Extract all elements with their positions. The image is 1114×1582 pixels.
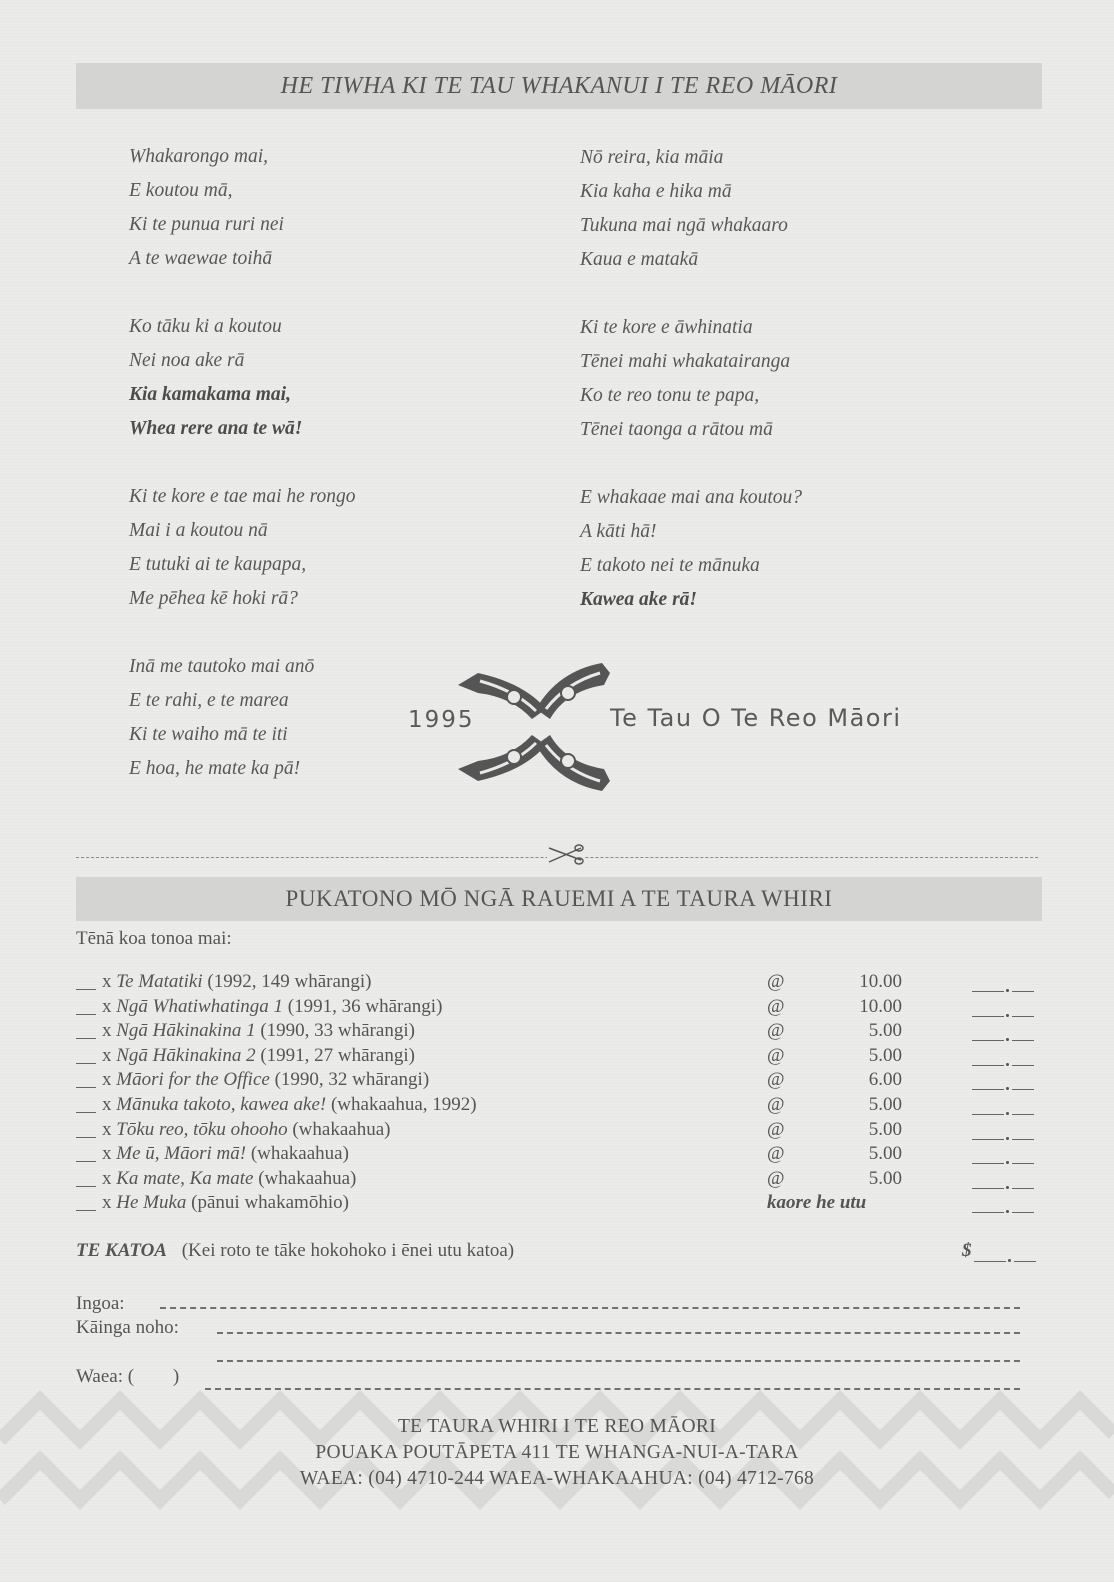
poem-title: HE TIWHA KI TE TAU WHAKANUI I TE REO MĀORI [76, 63, 1042, 109]
multiplier-symbol: x [102, 1044, 112, 1066]
order-item-description [102, 969, 372, 994]
poem-line: Ko te reo tonu te papa, [580, 385, 760, 406]
line-total-field[interactable] [972, 1166, 1034, 1186]
poem-line: E koutou mā, [129, 180, 233, 201]
phone-open-label: Waea: ( [76, 1366, 135, 1387]
order-item-description [102, 1190, 349, 1215]
item-title: Te Matatiki [116, 971, 203, 992]
poem-line [580, 277, 802, 311]
multiplier-symbol: x [102, 1069, 112, 1091]
order-intro: Tēnā koa tonoa mai: [76, 928, 232, 949]
line-total-field[interactable] [972, 1043, 1034, 1063]
quantity-field[interactable] [76, 1018, 96, 1039]
item-details: (whakaahua, 1992) [330, 1094, 477, 1115]
multiplier-symbol: x [102, 1167, 112, 1189]
item-price: 5.00 [868, 1118, 902, 1140]
name-label: Ingoa: [76, 1293, 125, 1314]
quantity-field[interactable] [76, 1190, 96, 1211]
quantity-field[interactable] [76, 969, 96, 990]
item-title: Mānuka takoto, kawea ake! [116, 1094, 327, 1115]
poem-line: Ko tāku ki a koutou [129, 316, 282, 337]
item-details: (1990, 33 whārangi) [260, 1020, 415, 1042]
order-item-row [76, 969, 1042, 994]
poem-line: Whea rere ana te wā! [129, 418, 303, 439]
at-symbol: @ [767, 1118, 785, 1140]
poem-line: E whakaae mai ana koutou? [580, 487, 803, 508]
item-details: (1990, 32 whārangi) [274, 1069, 430, 1091]
poem-line: Kia kaha e hika mā [580, 181, 732, 202]
logo-name: Te Tau O Te Reo Māori [610, 704, 902, 732]
total-label: TE KATOA [76, 1240, 167, 1261]
poem-line: A te waewae toihā [129, 248, 273, 269]
item-details: (whakaahua) [292, 1118, 391, 1140]
poem-line: Kia kamakama mai, [129, 384, 291, 405]
poem-line: Nei noa ake rā [129, 350, 245, 371]
line-total-field[interactable] [972, 969, 1034, 989]
line-total-field[interactable] [972, 1141, 1034, 1161]
address-field-line2[interactable] [217, 1360, 1020, 1362]
line-total-field[interactable] [972, 1067, 1034, 1087]
at-symbol: @ [767, 995, 785, 1017]
at-symbol: @ [767, 1143, 785, 1165]
poem-line [580, 447, 802, 481]
poem-line: Tēnei mahi whakatairanga [580, 351, 791, 372]
poem-line: E hoa, he mate ka pā! [129, 758, 301, 779]
at-symbol: @ [767, 1094, 785, 1115]
quantity-field[interactable] [76, 994, 96, 1015]
order-item-description [102, 1018, 415, 1043]
line-total-field[interactable] [972, 1092, 1034, 1112]
free-label: kaore he utu [767, 1192, 867, 1214]
scissors-icon [547, 840, 585, 870]
at-symbol: @ [767, 1044, 785, 1066]
poem-line: Tukuna mai ngā whakaaro [580, 215, 788, 236]
order-total-row [76, 1237, 1042, 1265]
poem-line: Inā me tautoko mai anō [129, 656, 315, 677]
quantity-field[interactable] [76, 1043, 96, 1064]
logo-year: 1995 [408, 707, 475, 733]
item-details: (pānui whakamōhio) [191, 1192, 349, 1214]
item-price: 5.00 [868, 1094, 902, 1115]
item-title: He Muka [116, 1192, 187, 1214]
item-price: 10.00 [859, 995, 902, 1017]
order-item-row [76, 1018, 1042, 1043]
quantity-field[interactable] [76, 1166, 96, 1187]
at-symbol: @ [767, 1020, 785, 1042]
total-currency: $ [962, 1240, 972, 1261]
order-item-description [102, 1067, 429, 1092]
order-item-row [76, 1043, 1042, 1068]
order-item-row [76, 1092, 1042, 1117]
order-item-description [102, 1092, 477, 1117]
item-price: 5.00 [868, 1020, 902, 1042]
poem-line: Ki te kore e āwhinatia [580, 317, 753, 338]
order-item-description [102, 1166, 356, 1191]
item-title: Ka mate, Ka mate [116, 1167, 254, 1189]
multiplier-symbol: x [102, 1020, 112, 1042]
order-item-description [102, 1141, 349, 1166]
multiplier-symbol: x [102, 1094, 112, 1115]
poem-line [129, 276, 356, 310]
footer-phone-fax: WAEA: (04) 4710-244 WAEA-WHAKAAHUA: (04) 4712-768 [299, 1468, 815, 1489]
language-year-logo [408, 663, 968, 791]
poem-line: Whakarongo mai, [129, 146, 269, 167]
order-form-title: PUKATONO MŌ NGĀ RAUEMI A TE TAURA WHIRI [76, 877, 1042, 921]
order-item-row [76, 1141, 1042, 1166]
address-label: Kāinga noho: [76, 1317, 179, 1338]
poem-line: Ki te waiho mā te iti [129, 724, 288, 745]
poem-left-column [129, 140, 356, 786]
order-item-description [102, 994, 442, 1019]
item-title: Ngā Hākinakina 2 [116, 1044, 256, 1066]
poem-line [129, 616, 356, 650]
poem-line: Tēnei taonga a rātou mā [580, 419, 773, 440]
total-amount-field[interactable] [974, 1239, 1036, 1259]
at-symbol: @ [767, 1167, 785, 1189]
at-symbol: @ [767, 971, 785, 992]
poem-line: A kāti hā! [580, 521, 657, 542]
line-total-field[interactable] [972, 1117, 1034, 1137]
line-total-field[interactable] [972, 994, 1034, 1014]
order-item-row [76, 1166, 1042, 1191]
quantity-field[interactable] [76, 1067, 96, 1088]
item-title: Me ū, Māori mā! [116, 1143, 247, 1165]
item-details: (1991, 36 whārangi) [287, 995, 443, 1017]
quantity-field[interactable] [76, 1141, 96, 1162]
poem-line: Ki te kore e tae mai he rongo [129, 486, 356, 507]
item-title: Māori for the Office [116, 1069, 270, 1091]
poem-line: Mai i a koutou nā [129, 520, 268, 541]
footer-organisation: TE TAURA WHIRI I TE REO MĀORI [397, 1416, 717, 1437]
multiplier-symbol: x [102, 971, 112, 992]
item-price: 5.00 [868, 1143, 902, 1165]
order-item-row [76, 994, 1042, 1019]
poem-line: Kawea ake rā! [580, 589, 697, 610]
order-item-row [76, 1117, 1042, 1142]
poem-line: Ki te punua ruri nei [129, 214, 284, 235]
line-total-field[interactable] [972, 1190, 1034, 1210]
quantity-field[interactable] [76, 1092, 96, 1113]
footer-postal-address: POUAKA POUTĀPETA 411 TE WHANGA-NUI-A-TARA [315, 1442, 799, 1463]
poem-line: Nō reira, kia māia [580, 147, 724, 168]
item-details: (1992, 149 whārangi) [207, 971, 372, 992]
poem-line: E takoto nei te mānuka [580, 555, 760, 576]
order-item-description [102, 1117, 390, 1142]
item-price: 10.00 [859, 971, 902, 992]
multiplier-symbol: x [102, 1118, 112, 1140]
poem-line: Me pēhea kē hoki rā? [129, 588, 298, 609]
quantity-field[interactable] [76, 1117, 96, 1138]
name-field[interactable] [160, 1307, 1020, 1309]
item-title: Ngā Whatiwhatinga 1 [116, 995, 284, 1017]
multiplier-symbol: x [102, 995, 112, 1017]
koru-emblem-icon [454, 663, 614, 791]
poem-line [129, 446, 356, 480]
total-note: (Kei roto te tāke hokohoko i ēnei utu katoa) [181, 1240, 515, 1261]
order-item-description [102, 1043, 415, 1068]
multiplier-symbol: x [102, 1143, 112, 1165]
poem-line: E tutuki ai te kaupapa, [129, 554, 307, 575]
item-details: (whakaahua) [250, 1143, 349, 1165]
order-item-row [76, 1067, 1042, 1092]
at-symbol: @ [767, 1069, 785, 1091]
item-title: Tōku reo, tōku ohooho [116, 1118, 288, 1140]
line-total-field[interactable] [972, 1018, 1034, 1038]
item-price: 6.00 [868, 1069, 902, 1091]
poem-right-column [580, 141, 802, 617]
item-title: Ngā Hākinakina 1 [116, 1020, 256, 1042]
item-details: (whakaahua) [258, 1167, 357, 1189]
order-item-row [76, 1190, 1042, 1215]
poem-line: E te rahi, e te marea [129, 690, 289, 711]
item-details: (1991, 27 whārangi) [260, 1044, 415, 1066]
item-price: 5.00 [868, 1167, 902, 1189]
item-price: 5.00 [868, 1044, 902, 1066]
poem-line: Kaua e matakā [580, 249, 699, 270]
address-field-line1[interactable] [217, 1332, 1020, 1334]
multiplier-symbol: x [102, 1192, 112, 1214]
phone-close-label: ) [172, 1366, 180, 1387]
